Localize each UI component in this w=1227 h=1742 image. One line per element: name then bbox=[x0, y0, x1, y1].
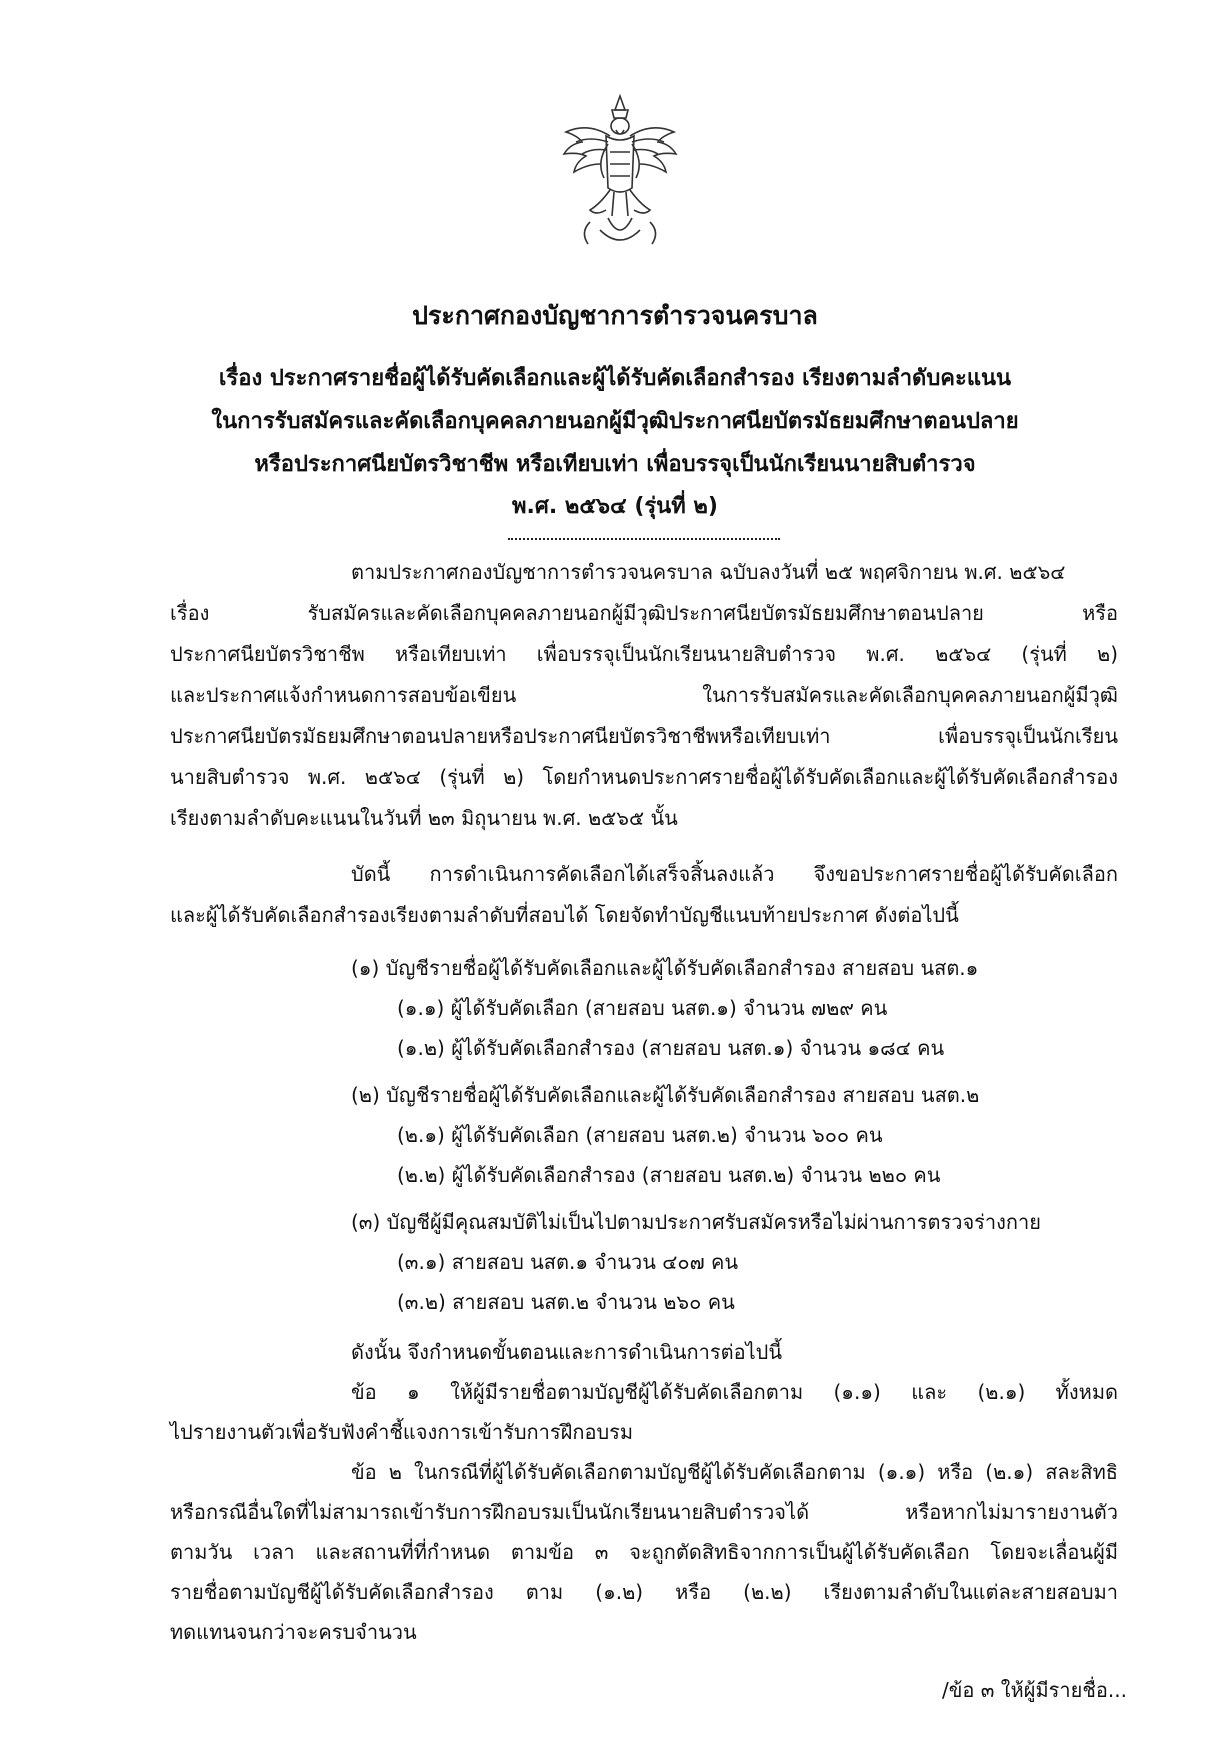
para1-line: และประกาศแจ้งกำหนดการสอบข้อเขียน ในการรับสมัครและคัดเลือกบุคคลภายนอกผู้มีวุฒิ bbox=[170, 683, 1118, 707]
page-title: ประกาศกองบัญชาการตำรวจนครบาล bbox=[412, 301, 818, 330]
para1-line: ตามประกาศกองบัญชาการตำรวจนครบาล ฉบับลงวันที่ ๒๕ พฤศจิกายน พ.ศ. ๒๕๖๔ bbox=[351, 560, 1066, 584]
para1-line: เรียงตามลำดับคะแนนในวันที่ ๒๓ มิถุนายน พ.ศ. ๒๕๖๕ นั้น bbox=[170, 806, 678, 830]
clause2-line: หรือกรณีอื่นใดที่ไม่สามารถเข้ารับการฝึกอบรมเป็นนักเรียนนายสิบตำรวจได้ หรือหากไม่มารายงานตัว bbox=[170, 1500, 1118, 1524]
para2-line: และผู้ได้รับคัดเลือกสำรองเรียงตามลำดับที่สอบได้ โดยจัดทำบัญชีแนบท้ายประกาศ ดังต่อไปนี้ bbox=[170, 903, 959, 927]
para1-line: ประกาศนียบัตรวิชาชีพ หรือเทียบเท่า เพื่อบรรจุเป็นนักเรียนนายสิบตำรวจ พ.ศ. ๒๕๖๔ (รุ่นที่ ๒) bbox=[170, 642, 1118, 666]
subject-line-4: พ.ศ. ๒๕๖๔ (รุ่นที่ ๒) bbox=[512, 494, 718, 519]
list-item: (๓) บัญชีผู้มีคุณสมบัติไม่เป็นไปตามประกาศรับสมัครหรือไม่ผ่านการตรวจร่างกาย bbox=[351, 1210, 1041, 1234]
subject-line-1: เรื่อง ประกาศรายชื่อผู้ได้รับคัดเลือกและผู้ได้รับคัดเลือกสำรอง เรียงตามลำดับคะแนน bbox=[218, 366, 1012, 391]
list-item: (๒) บัญชีรายชื่อผู้ได้รับคัดเลือกและผู้ได้รับคัดเลือกสำรอง สายสอบ นสต.๒ bbox=[351, 1083, 980, 1107]
list-subitem: (๒.๒) ผู้ได้รับคัดเลือกสำรอง (สายสอบ นสต.๒) จำนวน ๒๒๐ คน bbox=[397, 1163, 941, 1187]
continuation-note: /ข้อ ๓ ให้ผู้มีรายชื่อ... bbox=[941, 1678, 1127, 1702]
list-subitem: (๒.๑) ผู้ได้รับคัดเลือก (สายสอบ นสต.๒) จำนวน ๖๐๐ คน bbox=[397, 1123, 883, 1147]
para1-line: ประกาศนียบัตรมัธยมศึกษาตอนปลายหรือประกาศนียบัตรวิชาชีพหรือเทียบเท่า เพื่อบรรจุเป็นนักเรียน bbox=[170, 724, 1118, 748]
clause1-line: ข้อ ๑ ให้ผู้มีรายชื่อตามบัญชีผู้ได้รับคัดเลือกตาม (๑.๑) และ (๒.๑) ทั้งหมด bbox=[351, 1380, 1118, 1404]
subject-line-2: ในการรับสมัครและคัดเลือกบุคคลภายนอกผู้มีวุฒิประกาศนียบัตรมัธยมศึกษาตอนปลาย bbox=[211, 409, 1019, 434]
clause2-line: รายชื่อตามบัญชีผู้ได้รับคัดเลือกสำรอง ตาม (๑.๒) หรือ (๒.๒) เรียงตามลำดับในแต่ละสายสอบมา bbox=[170, 1580, 1118, 1604]
list-item: (๑) บัญชีรายชื่อผู้ได้รับคัดเลือกและผู้ได้รับคัดเลือกสำรอง สายสอบ นสต.๑ bbox=[351, 956, 979, 980]
list-subitem: (๓.๑) สายสอบ นสต.๑ จำนวน ๔๐๗ คน bbox=[397, 1250, 739, 1274]
procedure-intro: ดังนั้น จึงกำหนดขั้นตอนและการดำเนินการต่อไปนี้ bbox=[351, 1340, 783, 1364]
dotted-divider bbox=[508, 538, 780, 540]
clause2-line: ทดแทนจนกว่าจะครบจำนวน bbox=[170, 1620, 417, 1644]
list-subitem: (๓.๒) สายสอบ นสต.๒ จำนวน ๒๖๐ คน bbox=[397, 1290, 735, 1314]
clause2-line: ตามวัน เวลา และสถานที่ที่กำหนด ตามข้อ ๓ จะถูกตัดสิทธิจากการเป็นผู้ได้รับคัดเลือก โดยจะเลื่อนผู้มี bbox=[170, 1540, 1118, 1564]
para1-line: เรื่อง รับสมัครและคัดเลือกบุคคลภายนอกผู้มีวุฒิประกาศนียบัตรมัธยมศึกษาตอนปลาย หรือ bbox=[170, 601, 1118, 625]
clause1-line: ไปรายงานตัวเพื่อรับฟังคำชี้แจงการเข้ารับการฝึกอบรม bbox=[170, 1420, 634, 1444]
para2-line: บัดนี้ การดำเนินการคัดเลือกได้เสร็จสิ้นลงแล้ว จึงขอประกาศรายชื่อผู้ได้รับคัดเลือก bbox=[351, 862, 1118, 886]
list-subitem: (๑.๑) ผู้ได้รับคัดเลือก (สายสอบ นสต.๑) จำนวน ๗๒๙ คน bbox=[397, 996, 888, 1020]
garuda-emblem-icon bbox=[560, 92, 680, 252]
para1-line: นายสิบตำรวจ พ.ศ. ๒๕๖๔ (รุ่นที่ ๒) โดยกำหนดประกาศรายชื่อผู้ได้รับคัดเลือกและผู้ได้รับคัดเลือกสำรอง bbox=[170, 765, 1118, 789]
clause2-line: ข้อ ๒ ในกรณีที่ผู้ได้รับคัดเลือกตามบัญชีผู้ได้รับคัดเลือกตาม (๑.๑) หรือ (๒.๑) สละสิทธิ bbox=[351, 1460, 1118, 1484]
list-subitem: (๑.๒) ผู้ได้รับคัดเลือกสำรอง (สายสอบ นสต.๑) จำนวน ๑๘๔ คน bbox=[397, 1036, 945, 1060]
subject-line-3: หรือประกาศนียบัตรวิชาชีพ หรือเทียบเท่า เพื่อบรรจุเป็นนักเรียนนายสิบตำรวจ bbox=[254, 452, 976, 477]
